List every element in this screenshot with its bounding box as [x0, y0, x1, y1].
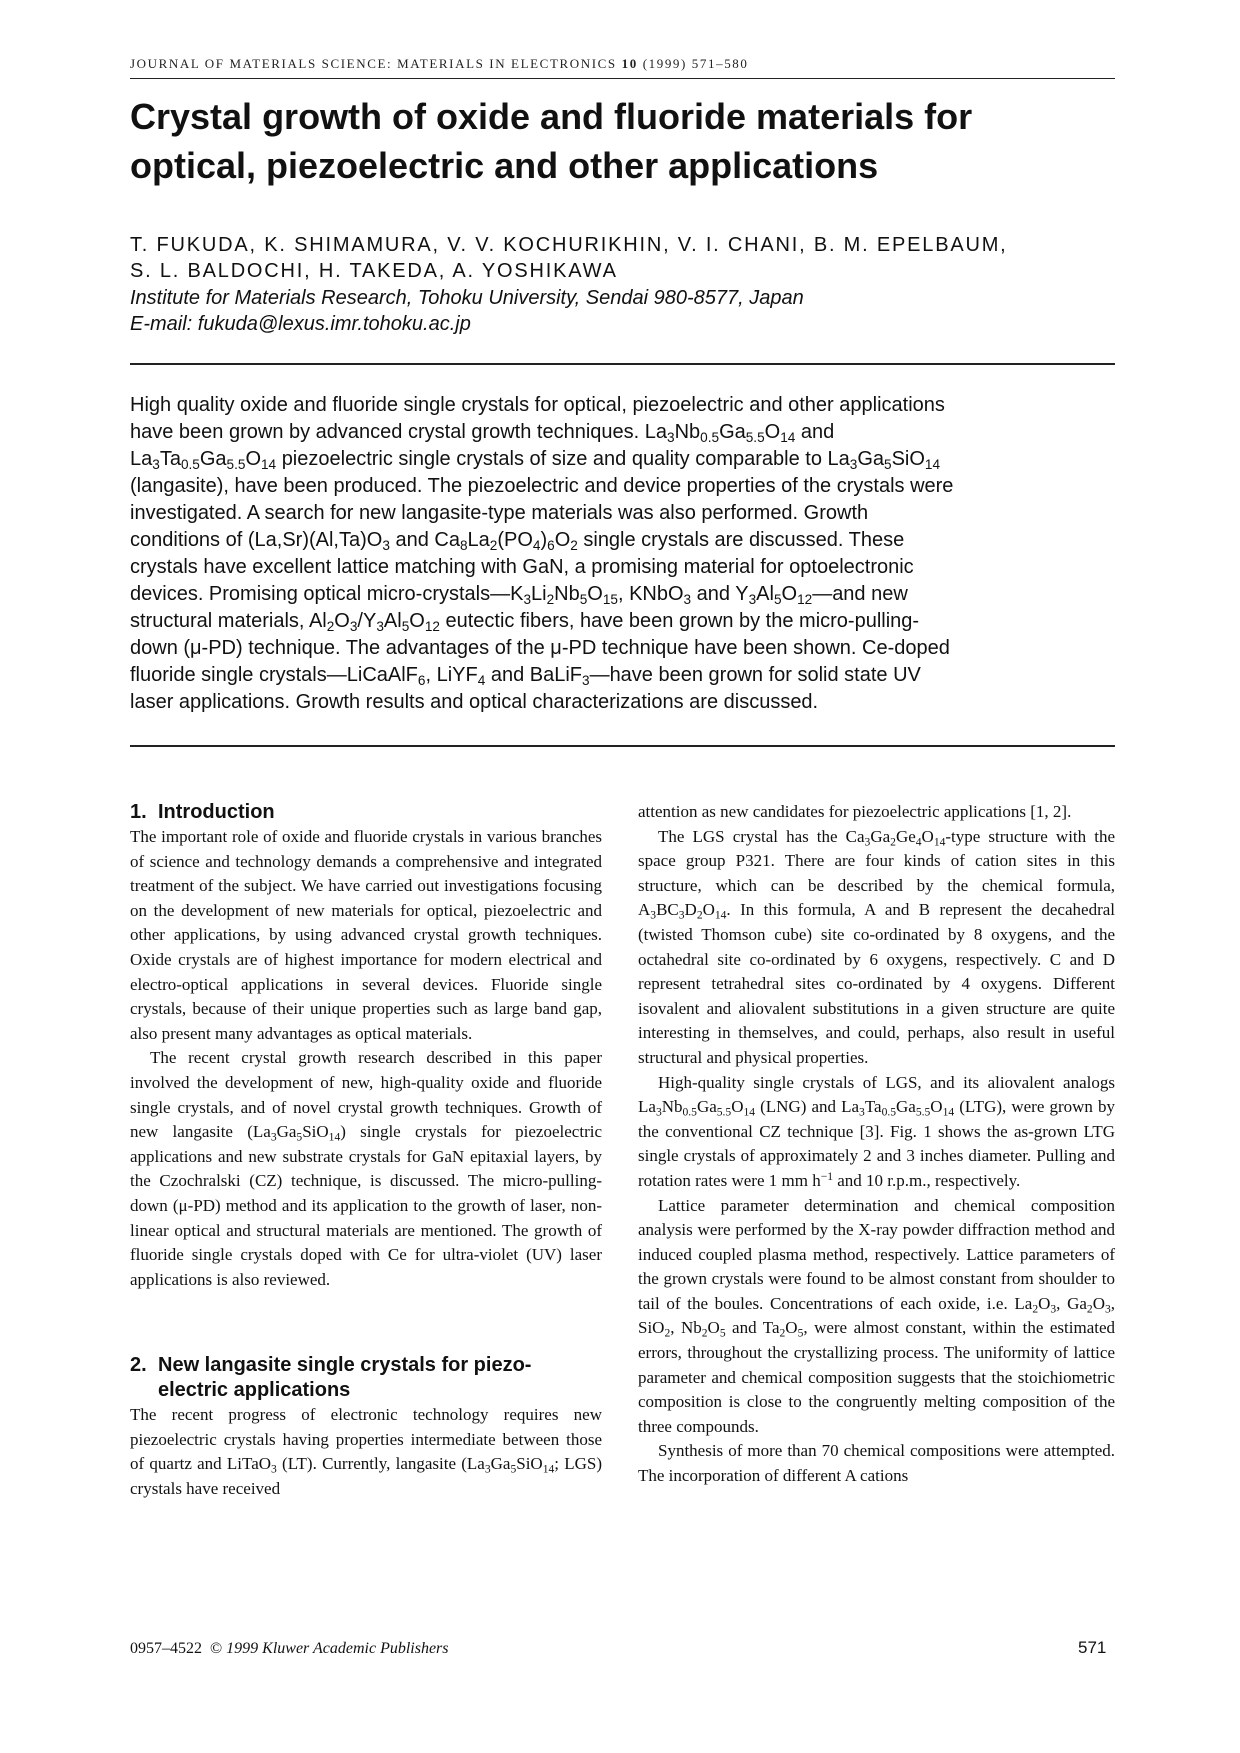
article-title: Crystal growth of oxide and fluoride materials for optical, piezoelectric and other applications	[130, 96, 973, 186]
right-column	[638, 800, 1115, 1489]
paragraph: The important role of oxide and fluoride crystals in various branches of science and technology demands a comprehensive and integrated treatment of the subject. We have carried out investigations focusing on the development of new materials for optical, piezoelectric and other applications, by using advanced crystal growth techniques. Oxide crystals are of highest importance for modern electrical and electro-optical applications in several devices. Fluoride single crystals, because of their unique properties such as large band gap, also present many advantages as optical materials.	[130, 827, 602, 1043]
page-number: 571	[1078, 1638, 1107, 1657]
paragraph: The recent progress of electronic technology requires new piezoelectric crystals having properties intermediate between those of quartz and LiTaO$_3$ (LT). Currently, langasite ($La_3Ga_5SiO_{14}$; LGS) crystals have received	[130, 1405, 603, 1499]
paragraph: attention as new candidates for piezoelectric applications [1, 2].	[638, 802, 1072, 821]
running-head: JOURNAL OF MATERIALS SCIENCE: MATERIALS IN ELECTRONICS 10 (1999) 571–580	[130, 56, 749, 71]
section-2-heading: 2. New langasite single crystals for piezo- electric applications	[130, 1354, 532, 1402]
abstract-top-rule	[130, 363, 1115, 365]
paragraph: Synthesis of more than 70 chemical compositions were attempted. The incorporation of different A cations	[638, 1441, 1115, 1486]
paragraph: The LGS crystal has the $Ca_3Ga_2Ge_4O_{14}$-type structure with the space group P321. There are four kinds of cation sites in this structure, which can be described by the chemical formula, $A_3BC_3D_2O_{14}$. In this formula, A and B represent the decahedral (twisted Thomson cube) site co-ordinated by 8 oxygens, and the octahedral site co-ordinated by 6 oxygens, respectively. C and D represent tetrahedral sites co-ordinated by 4 oxygens. Different isovalent and aliovalent substitutions in a given structure are quite interesting in themselves, and could, perhaps, also result in useful structural and physical properties.	[638, 826, 1115, 1067]
footer-copyright: 0957–4522 © 1999 Kluwer Academic Publishers	[130, 1640, 449, 1657]
header-rule	[130, 78, 1115, 79]
paragraph: High-quality single crystals of LGS, and its aliovalent analogs $La_3Nb_{0.5}Ga_{5.5}O_{14}$ (LNG) and $La_3Ta_{0.5}Ga_{5.5}O_{14}$ (LTG), were grown by the conventional CZ technique [3]. Fig. 1 shows the as-grown LTG single crystals of approximately 2 and 3 inches diameter. Pulling and rotation rates were 1 mm $h^{-1}$ and 10 r.p.m., respectively.	[638, 1072, 1115, 1190]
affiliation: Institute for Materials Research, Tohoku University, Sendai 980-8577, Japan	[130, 287, 804, 309]
copyright-icon: ©	[210, 1640, 223, 1657]
paragraph: Lattice parameter determination and chemical composition analysis were performed by the X-ray powder diffraction method and induced coupled plasma method, respectively. Lattice parameters of the grown crystals were found to be almost constant from shoulder to tail of the boules. Concentrations of each oxide, i.e. $La_2O_3$, $Ga_2O_3$, SiO$_2$, $Nb_2O_5$ and $Ta_2O_5$, were almost constant, within the estimated errors, throughout the crystallizing process. The uniformity of lattice parameter and chemical composition suggests that the stoichiometric composition is close to the congruently melting composition of the three compounds.	[638, 1195, 1116, 1436]
volume-number: 10	[621, 56, 638, 71]
paragraph: The recent crystal growth research described in this paper involved the development of new, high-quality oxide and fluoride single crystals, and of novel crystal growth techniques. Growth of new langasite $(La_3Ga_5SiO_{14})$ single crystals for piezoelectric applications and new substrate crystals for GaN epitaxial layers, by the Czochralski (CZ) technique, is discussed. The micro-pulling-down (μ-PD) method and its application to the growth of laser, non-linear optical and structural materials are mentioned. The growth of fluoride single crystals doped with Ce for ultra-violet (UV) laser applications is also reviewed.	[130, 1048, 602, 1289]
abstract: High quality oxide and fluoride single crystals for optical, piezoelectric and other applications have been grown by advanced crystal growth techniques. $La_3Nb_{0.5}Ga_{5.5}O_{14}$ and $La_3Ta_{0.5}Ga_{5.5}O_{14}$ piezoelectric single crystals of size and quality comparable to $La_3Ga_5SiO_{14}$ (langasite), have been produced. The piezoelectric and device properties of the crystals were investigated. A search for new langasite-type materials was also performed. Growth conditions of $(La,Sr)(Al,Ta)O_3$ and $Ca_8La_2(PO_4)_6O_2$ single crystals are discussed. These crystals have excellent lattice matching with GaN, a promising material for optoelectronic devices. Promising optical micro-$crystals—K_3Li_2Nb_5O_{15}$, KNbO$_3$ and $Y_3Al_5O_{12}—and$ new structural materials, $Al_2O_3/Y_3Al_5O_{12}$ eutectic fibers, have been grown by the micro-pulling- down (μ-PD) technique. The advantages of the μ-PD technique have been shown. Ce-doped fluoride single crystals—LiCaAlF$_6$, LiYF$_4$ and BaLiF$_3$—have been grown for solid state UV laser applications. Growth results and optical characterizations are discussed.	[130, 394, 954, 713]
email-address: E-mail: fukuda@lexus.imr.tohoku.ac.jp	[130, 313, 471, 335]
section-1-heading: 1. Introduction	[130, 801, 275, 823]
abstract-bottom-rule	[130, 745, 1115, 747]
left-column	[130, 800, 602, 1502]
author-list: T. FUKUDA, K. SHIMAMURA, V. V. KOCHURIKHIN, V. I. CHANI, B. M. EPELBAUM, S. L. BALDOCHI, H. TAKEDA, A. YOSHIKAWA	[130, 234, 1008, 282]
